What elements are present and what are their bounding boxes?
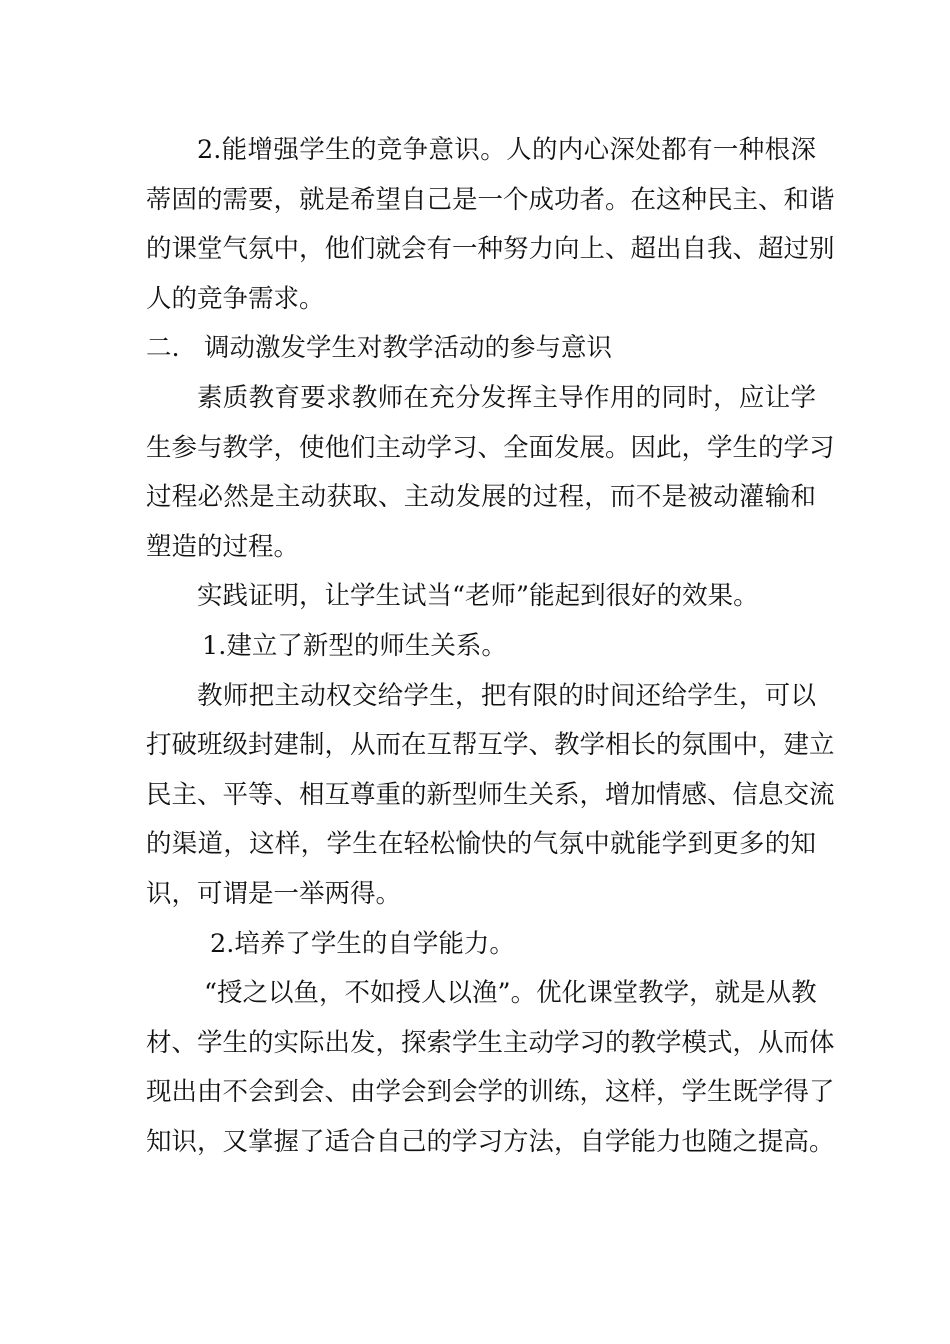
paragraph-line: 的课堂气氛中，他们就会有一种努力向上、超出自我、超过别: [146, 234, 835, 265]
paragraph-line: 现出由不会到会、由学会到会学的训练，这样，学生既学得了: [146, 1077, 835, 1108]
section-number: 二.: [146, 333, 180, 364]
paragraph-line: 的渠道，这样，学生在轻松愉快的气氛中就能学到更多的知: [146, 829, 816, 860]
paragraph-line: 民主、平等、相互尊重的新型师生关系，增加情感、信息交流: [146, 779, 835, 810]
paragraph-line: 识，可谓是一举两得。: [146, 878, 402, 909]
paragraph-line: 生参与教学，使他们主动学习、全面发展。因此，学生的学习: [146, 432, 835, 463]
paragraph-line: 塑造的过程。: [146, 531, 300, 562]
section-title: 调动激发学生对教学活动的参与意识: [204, 333, 613, 364]
paragraph-line: 蒂固的需要，就是希望自己是一个成功者。在这种民主、和谐: [146, 184, 835, 215]
subheading-line: 1.建立了新型的师生关系。: [202, 630, 507, 661]
paragraph-line: 过程必然是主动获取、主动发展的过程，而不是被动灌输和: [146, 482, 816, 513]
subheading-line: 2.培养了学生的自学能力。: [210, 928, 515, 959]
paragraph-line: 2.能增强学生的竞争意识。人的内心深处都有一种根深: [197, 135, 816, 165]
paragraph-line: 教师把主动权交给学生，把有限的时间还给学生，可以: [197, 680, 816, 711]
paragraph-line: 素质教育要求教师在充分发挥主导作用的同时，应让学: [197, 382, 816, 413]
section-heading: [146, 324, 816, 374]
paragraph-line: 知识，又掌握了适合自己的学习方法，自学能力也随之提高。: [146, 1126, 835, 1157]
document-body: [146, 126, 835, 1167]
paragraph-line: 材、学生的实际出发，探索学生主动学习的教学模式，从而体: [146, 1027, 835, 1058]
paragraph-line: 人的竞争需求。: [146, 283, 325, 314]
paragraph-line: 实践证明，让学生试当“老师”能起到很好的效果。: [197, 581, 759, 612]
paragraph-line: “授之以鱼，不如授人以渔”。优化课堂教学，就是从教: [204, 978, 817, 1009]
paragraph-line: 打破班级封建制，从而在互帮互学、教学相长的氛围中，建立: [146, 730, 835, 761]
